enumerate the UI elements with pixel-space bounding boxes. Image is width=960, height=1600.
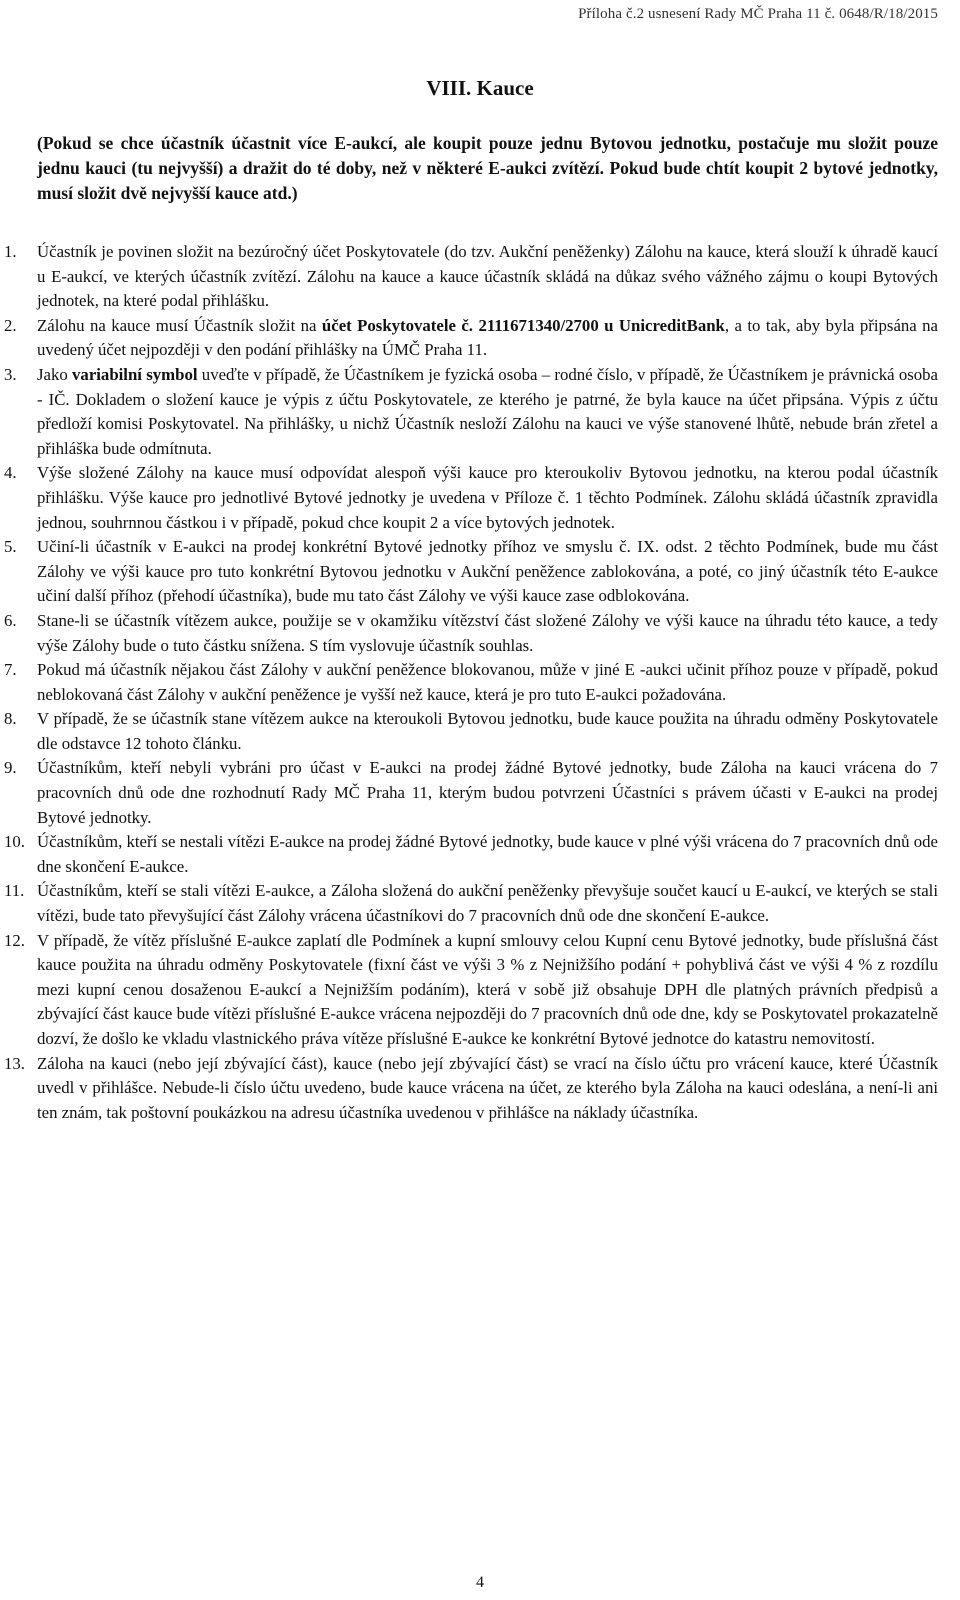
list-item — [4, 535, 938, 609]
item-text: Stane-li se účastník vítězem aukce, použije se v okamžiku vítězství část složené Zálohy ve výši kauce na úhradu této kauce, a tedy výše Zálohy bude o tuto částku snížena. S tím vyslovuje účastník souhlas. — [37, 610, 938, 655]
kauce-list — [4, 240, 938, 1125]
list-item — [4, 830, 938, 879]
page-number: 4 — [476, 1574, 484, 1591]
list-item — [4, 879, 938, 928]
list-item — [4, 461, 938, 535]
account-label: účet Poskytovatele č. — [321, 315, 474, 335]
item-text: V případě, že se účastník stane vítězem aukce na kteroukoli Bytovou jednotku, bude kauce použita na úhradu odměny Poskytovatele dle odstavce 12 tohoto článku. — [37, 709, 938, 753]
item-number: 6. — [4, 610, 17, 630]
item-number: 11. — [4, 881, 25, 901]
item-text-part: Zálohu na kauce musí Účastník složit na — [37, 315, 322, 335]
item-text-part: uveďte v případě, že Účastníkem je fyzická osoba – rodné číslo, v případě, že Účastníkem je právnická osoba - IČ. Dokladem o složení kauce je výpis z účtu Poskytovatele, ze kterého je patrné, že byla kauce na účet připsána. Výpis z účtu předloží komisi Poskytovatel. Na přihlášky, u nichž Účastník nesloží Zálohu na kauci ve výše stanovené lhůtě, nebude brán zřetel a přihláška bude odmítnuta. — [37, 364, 938, 458]
item-number: 13. — [4, 1053, 25, 1073]
item-text-part: , a to tak, aby byla připsána na uvedený účet nejpozději v den podání přihlášky na ÚMČ Praha 11. — [37, 315, 938, 360]
attachment-header: Příloha č.2 usnesení Rady MČ Praha 11 č. 0648/R/18/2015 — [578, 6, 938, 22]
item-number: 3. — [4, 364, 17, 384]
item-number: 1. — [4, 242, 17, 261]
item-text: Záloha na kauci (nebo její zbývající část), kauce (nebo její zbývající část) se vrací na číslo účtu pro vrácení kauce, které Účastník uvedl v přihlášce. Nebude-li číslo účtu uvedeno, bude kauce vrácena na účet, ze kterého byla Záloha na kauci odeslána, a není-li ani ten znám, tak poštovní poukázkou na adresu účastníka uvedenou v přihlášce na náklady účastníka. — [37, 1053, 938, 1122]
item-number: 5. — [4, 537, 17, 557]
item-text: Výše složené Zálohy na kauce musí odpovídat alespoň výši kauce pro kteroukoliv Bytovou jednotku, na kterou podal účastník přihlášku. Výše kauce pro jednotlivé Bytové jednotky je uvedena v Příloze č. 1 těchto Podmínek. Zálohu skládá účastník zpravidla jednou, souhrnnou částkou i v případě, pokud chce koupit 2 a více bytových jednotek. — [37, 463, 938, 532]
item-text — [37, 314, 938, 363]
item-number: 12. — [4, 930, 25, 950]
item-text: Pokud má účastník nějakou část Zálohy v aukční peněžence blokovanou, může v jiné E -aukci učinit příhoz pouze v případě, pokud neblokovaná část Zálohy v aukční peněžence je vyšší než kauce, která je pro tuto E-aukci požadována. — [37, 660, 938, 704]
list-item — [4, 658, 938, 707]
variable-symbol-label: variabilní symbol — [72, 364, 198, 384]
item-number: 7. — [4, 660, 17, 680]
item-number: 8. — [4, 709, 17, 729]
item-text-part: Jako — [37, 364, 73, 384]
list-item — [4, 929, 938, 1052]
item-number: 10. — [4, 832, 25, 852]
list-item — [4, 609, 938, 658]
item-text: Účastníkům, kteří nebyli vybráni pro účast v E-aukci na prodej žádné Bytové jednotky, bude Záloha na kauci vrácena do 7 pracovních dnů ode dne rozhodnutí Rady MČ Praha 11, kterým budou potvrzeni Účastníci s právem účasti v E-aukci na prodej Bytové jednotky. — [37, 758, 938, 827]
item-number: 2. — [4, 315, 17, 335]
list-item — [4, 1052, 938, 1126]
list-item — [4, 314, 938, 363]
account-number: 2111671340/2700 u UnicreditBank — [478, 315, 725, 335]
item-number: 4. — [4, 463, 17, 483]
item-text — [37, 363, 938, 461]
item-text: V případě, že vítěz příslušné E-aukce zaplatí dle Podmínek a kupní smlouvy celou Kupní cenu Bytové jednotky, bude příslušná část kauce použita na úhradu odměny Poskytovatele (fixní část ve výši 3 % z Nejnižšího podání + pohyblivá část ve výši 4 % z rozdílu mezi kupní cenou dosaženou E-aukcí a Nejnižším podáním), která v sobě již obsahuje DPH dle platných právních předpisů a zbývající část kauce bude vítězi příslušné E-aukce vrácena nejpozději do 7 pracovních dnů ode dne, kdy se Poskytovatel prokazatelně dozví, že došlo ke vkladu vlastnického práva vítěze příslušné E-aukce ke konkrétní Bytové jednotce do katastru nemovitostí. — [37, 930, 938, 1048]
list-item — [4, 240, 938, 314]
item-text: Účastník je povinen složit na bezúročný účet Poskytovatele (do tzv. Aukční peněženky) Zálohu na kauce, která slouží k úhradě kaucí u E-aukcí, ve kterých účastník zvítězí. Zálohu na kauce a kauce účastník skládá na důkaz svého vážného zájmu o koupi Bytových jednotek, na které podal přihlášku. — [37, 242, 938, 311]
list-item — [4, 756, 938, 830]
list-item — [4, 707, 938, 756]
item-text: Účastníkům, kteří se stali vítězi E-aukce, a Záloha složená do aukční peněženky převyšuje součet kaucí u E-aukcí, ve kterých se stali vítězi, bude tato převyšující část Zálohy vrácena účastníkovi do 7 pracovních dnů ode dne skončení E-aukce. — [37, 881, 938, 926]
list-item — [4, 363, 938, 461]
item-text: Učiní-li účastník v E-aukci na prodej konkrétní Bytové jednotky příhoz ve smyslu č. IX. odst. 2 těchto Podmínek, bude mu část Zálohy ve výši kauce pro tuto konkrétní Bytovou jednotku v Aukční peněžence zablokována, a poté, co jiný účastník této E-aukce učiní další příhoz (přehodí účastníka), bude mu tato část Zálohy ve výši kauce zase odblokována. — [37, 537, 938, 606]
item-text: Účastníkům, kteří se nestali vítězi E-aukce na prodej žádné Bytové jednotky, bude kauce v plné výši vrácena do 7 pracovních dnů ode dne skončení E-aukce. — [37, 832, 938, 876]
section-intro: (Pokud se chce účastník účastnit více E-aukcí, ale koupit pouze jednu Bytovou jednotku, postačuje mu složit pouze jednu kauci (tu nejvyšší) a dražit do té doby, než v některé E-aukci zvítězí. Pokud bude chtít koupit 2 bytové jednotky, musí složit dvě nejvyšší kauce atd.) — [37, 133, 938, 203]
item-number: 9. — [4, 758, 17, 778]
section-title: VIII. Kauce — [426, 76, 534, 100]
